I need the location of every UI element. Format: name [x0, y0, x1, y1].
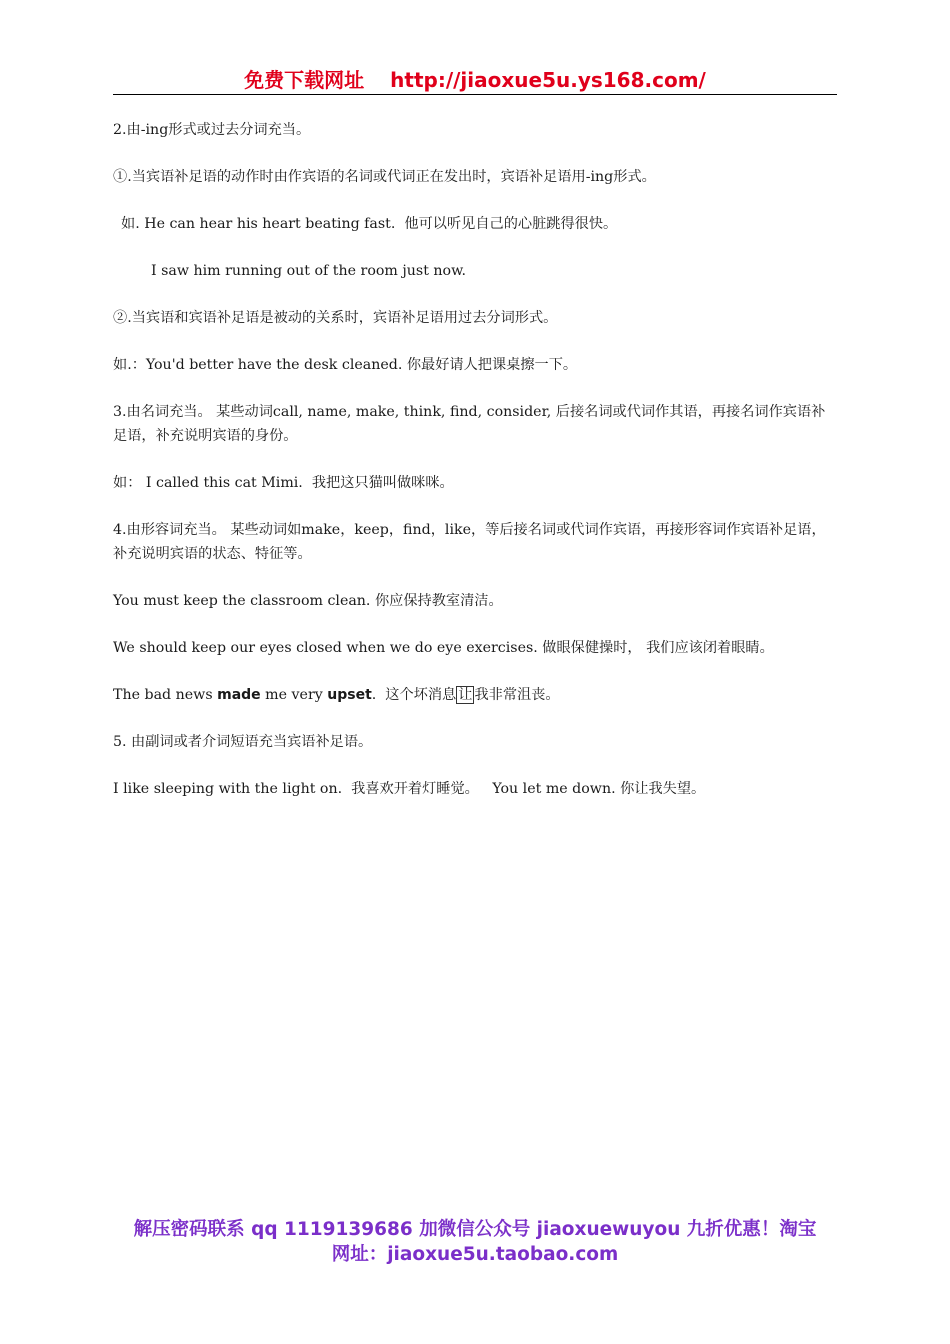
paragraph-noun-complement: 3.由名词充当。 某些动词call, name, make, think, find, consider, 后接名词或代词作其语，再接名词作宾语补足语，补充说明宾语的身份。 — [113, 404, 826, 444]
example-running-out: I saw him running out of the room just now. — [151, 263, 467, 279]
example-bad-news — [113, 683, 837, 707]
keyword-made: made — [217, 687, 261, 703]
boxed-character: 让 — [458, 687, 473, 703]
footer-line-2[interactable]: 网址：jiaoxue5u.taobao.com — [331, 1244, 619, 1265]
header-url-link[interactable]: http://jiaoxue5u.ys168.com/ — [390, 68, 706, 92]
paragraph-past-participle-rule: ②.当宾语和宾语补足语是被动的关系时，宾语补足语用过去分词形式。 — [113, 310, 558, 326]
document-body — [113, 118, 837, 824]
text-segment: The bad news — [113, 687, 218, 703]
example-heart-beating: 如. He can hear his heart beating fast. 他可以听见自己的心脏跳得很快。 — [121, 216, 618, 232]
keyword-upset: upset — [327, 687, 372, 703]
text-segment: me very — [260, 687, 328, 703]
footer-line-1: 解压密码联系 qq 1119139686 加微信公众号 jiaoxuewuyou 九折优惠！淘宝 — [133, 1219, 817, 1240]
page-footer — [113, 1217, 837, 1267]
example-desk-cleaned: 如.：You'd better have the desk cleaned. 你最好请人把课桌擦一下。 — [113, 357, 578, 373]
paragraph-ing-participle: 2.由-ing形式或过去分词充当。 — [113, 122, 311, 138]
text-segment: . 这个坏消息 — [371, 687, 457, 703]
paragraph-ing-rule: ①.当宾语补足语的动作时由作宾语的名词或代词正在发出时，宾语补足语用-ing形式。 — [113, 169, 656, 185]
example-cat-mimi: 如： I called this cat Mimi. 我把这只猫叫做咪咪。 — [113, 475, 454, 491]
page-header — [113, 66, 837, 95]
example-eyes-closed: We should keep our eyes closed when we do eye exercises. 做眼保健操时， 我们应该闭着眼睛。 — [113, 640, 774, 656]
header-title: 免费下载网址 — [244, 68, 365, 92]
paragraph-adverb-complement: 5. 由副词或者介词短语充当宾语补足语。 — [113, 734, 373, 750]
text-segment: 我非常沮丧。 — [474, 687, 560, 703]
paragraph-adjective-complement: 4.由形容词充当。 某些动词如make，keep，find，like，等后接名词或代词作宾语，再接形容词作宾语补足语，补充说明宾语的状态、特征等。 — [113, 522, 826, 562]
example-classroom-clean: You must keep the classroom clean. 你应保持教室清洁。 — [113, 593, 503, 609]
example-light-on: I like sleeping with the light on. 我喜欢开着灯睡觉。 You let me down. 你让我失望。 — [113, 781, 706, 797]
